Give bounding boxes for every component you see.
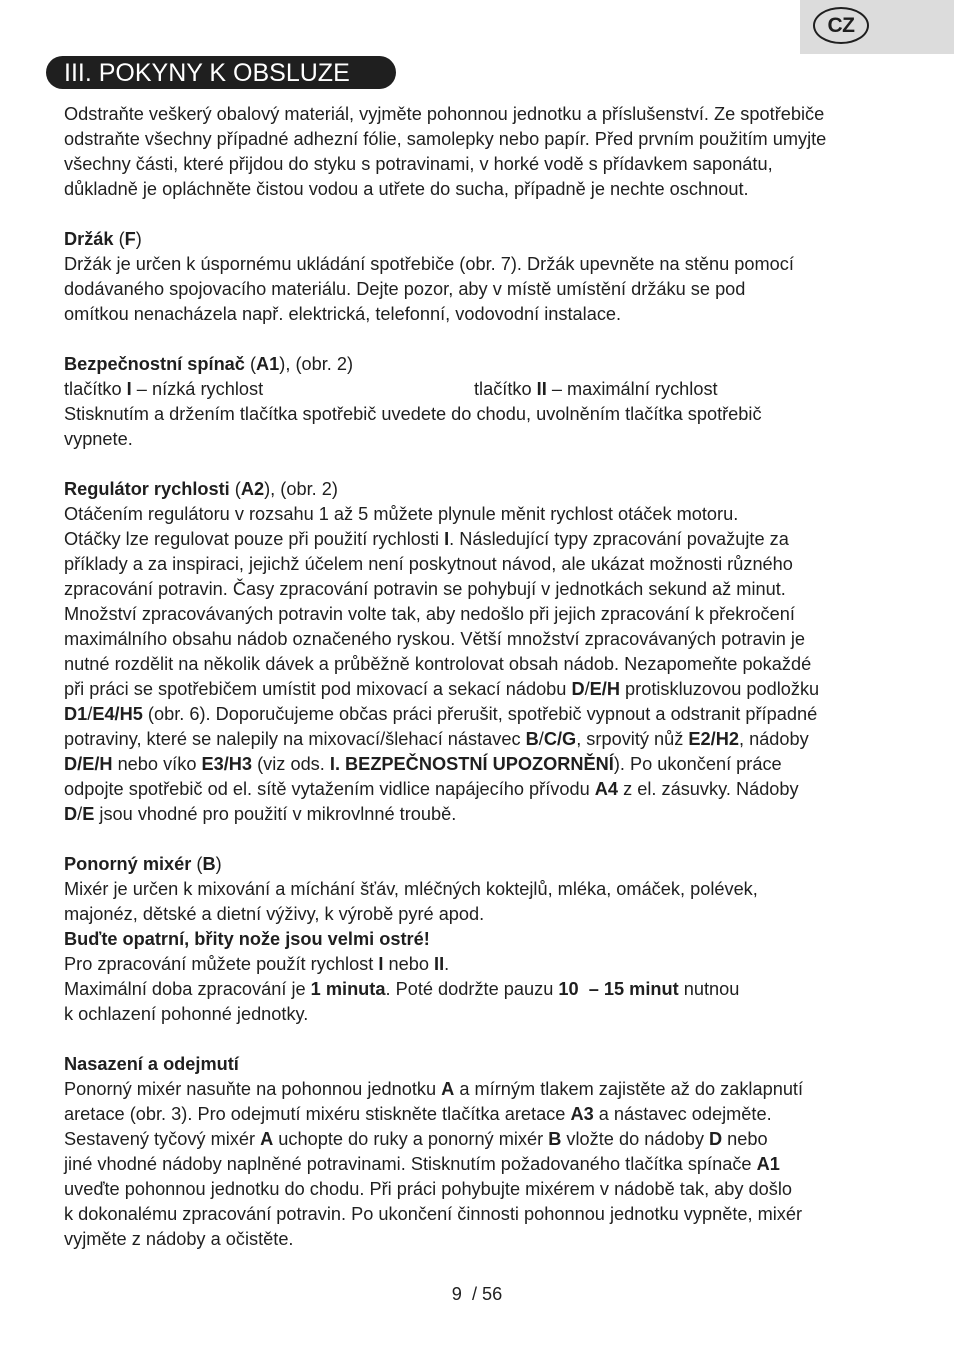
safety-switch-heading: Bezpečnostní spínač (A1), (obr. 2) bbox=[64, 354, 354, 374]
document-body bbox=[64, 102, 920, 1252]
text-line: Otáčením regulátoru v rozsahu 1 až 5 můžete plynule měnit rychlost otáček motoru. bbox=[64, 504, 739, 524]
button-1-description: tlačítko I – nízká rychlost bbox=[64, 379, 264, 399]
attach-detach-heading: Nasazení a odejmutí bbox=[64, 1054, 239, 1074]
text-line: odpojte spotřebič od el. sítě vytažením vidlice napájecího přívodu A4 z el. zásuvky. Nádoby bbox=[64, 779, 799, 799]
immersion-blender-heading: Ponorný mixér (B) bbox=[64, 854, 222, 874]
text-line: vyjměte z nádoby a očistěte. bbox=[64, 1229, 294, 1249]
immersion-blender-section bbox=[64, 852, 920, 1027]
text-line: uveďte pohonnou jednotku do chodu. Při práci pohybujte mixérem v nádobě tak, aby došlo bbox=[64, 1179, 793, 1199]
text-line: k dokonalému zpracování potravin. Po ukončení činnosti pohonnou jednotku vypněte, mixér bbox=[64, 1204, 803, 1224]
holder-heading: Držák (F) bbox=[64, 229, 142, 249]
text-line: aretace (obr. 3). Pro odejmutí mixéru stiskněte tlačítka aretace A3 a nástavec odejměte. bbox=[64, 1104, 772, 1124]
safety-switch-section bbox=[64, 352, 920, 452]
text-line: jiné vhodné nádoby naplněné potravinami. Stisknutím požadovaného tlačítka spínače A1 bbox=[64, 1154, 780, 1174]
text-line: důkladně je opláchněte čistou vodou a utřete do sucha, případně je nechte oschnout. bbox=[64, 179, 749, 199]
text-line: D/E/H nebo víko E3/H3 (viz ods. I. BEZPEČNOSTNÍ UPOZORNĚNÍ). Po ukončení práce bbox=[64, 754, 782, 774]
text-line: vypnete. bbox=[64, 429, 133, 449]
attach-detach-section bbox=[64, 1052, 920, 1252]
page-number: 9 / 56 bbox=[451, 1284, 503, 1304]
text-line: příklady a za inspiraci, jejichž účelem není poskytnout návod, ale ukázat možnosti různého bbox=[64, 554, 793, 574]
text-line: maximálního obsahu nádob označeného ryskou. Větší množství zpracovávaných potravin je bbox=[64, 629, 806, 649]
text-line: nutné rozdělit na několik dávek a průběžně kontrolovat obsah nádob. Nezapomeňte pokaždé bbox=[64, 654, 812, 674]
text-line: všechny části, které přijdou do styku s potravinami, v horké vodě s přídavkem saponátu, bbox=[64, 154, 773, 174]
text-line: při práci se spotřebičem umístit pod mixovací a sekací nádobu D/E/H protiskluzovou podložku bbox=[64, 679, 820, 699]
blade-warning: Buďte opatrní, břity nože jsou velmi ostré! bbox=[64, 929, 430, 949]
text-line: dodávaného spojovacího materiálu. Dejte pozor, aby v místě umístění držáku se pod bbox=[64, 279, 746, 299]
text-line: Pro zpracování můžete použít rychlost I nebo II. bbox=[64, 954, 450, 974]
text-line: potraviny, které se nalepily na mixovací/šlehací nástavec B/C/G, srpovitý nůž E2/H2, nádoby bbox=[64, 729, 809, 749]
button-2-description: tlačítko II – maximální rychlost bbox=[474, 379, 718, 399]
text-line: Otáčky lze regulovat pouze při použití rychlosti I. Následující typy zpracování považujte za bbox=[64, 529, 789, 549]
text-line: majonéz, dětské a dietní výživy, k výrobě pyré apod. bbox=[64, 904, 485, 924]
text-line: Sestavený tyčový mixér A uchopte do ruky a ponorný mixér B vložte do nádoby D nebo bbox=[64, 1129, 768, 1149]
text-line: D/E jsou vhodné pro použití v mikrovlnné troubě. bbox=[64, 804, 457, 824]
text-line: Držák je určen k úspornému ukládání spotřebiče (obr. 7). Držák upevněte na stěnu pomocí bbox=[64, 254, 794, 274]
text-line: k ochlazení pohonné jednotky. bbox=[64, 1004, 309, 1024]
language-badge: CZ bbox=[813, 7, 869, 44]
text-line: Stisknutím a držením tlačítka spotřebič uvedete do chodu, uvolněním tlačítka spotřebič bbox=[64, 404, 762, 424]
language-tab bbox=[800, 0, 954, 54]
text-line: Ponorný mixér nasuňte na pohonnou jednotku A a mírným tlakem zajistěte až do zaklapnutí bbox=[64, 1079, 804, 1099]
text-line: odstraňte všechny případné adhezní fólie, samolepky nebo papír. Před prvním použitím umyjte bbox=[64, 129, 827, 149]
holder-section bbox=[64, 227, 920, 327]
text-line: Maximální doba zpracování je 1 minuta. Poté dodržte pauzu 10 – 15 minut nutnou bbox=[64, 979, 740, 999]
intro-paragraph bbox=[64, 102, 920, 202]
text-line: Mixér je určen k mixování a míchání šťáv, mléčných koktejlů, mléka, omáček, polévek, bbox=[64, 879, 758, 899]
text-line: D1/E4/H5 (obr. 6). Doporučujeme občas práci přerušit, spotřebič vypnout a odstranit případné bbox=[64, 704, 818, 724]
section-title: III. POKYNY K OBSLUZE bbox=[46, 56, 396, 89]
text-line: Množství zpracovávaných potravin volte tak, aby nedošlo při jejich zpracování k překročení bbox=[64, 604, 795, 624]
speed-regulator-section bbox=[64, 477, 920, 827]
text-line: zpracování potravin. Časy zpracování potravin se pohybují v jednotkách sekund až minut. bbox=[64, 579, 786, 599]
text-line: Odstraňte veškerý obalový materiál, vyjměte pohonnou jednotku a příslušenství. Ze spotřebiče bbox=[64, 104, 825, 124]
text-line: omítkou nenacházela např. elektrická, telefonní, vodovodní instalace. bbox=[64, 304, 622, 324]
speed-regulator-heading: Regulátor rychlosti (A2), (obr. 2) bbox=[64, 479, 338, 499]
switch-buttons-line bbox=[64, 377, 920, 402]
